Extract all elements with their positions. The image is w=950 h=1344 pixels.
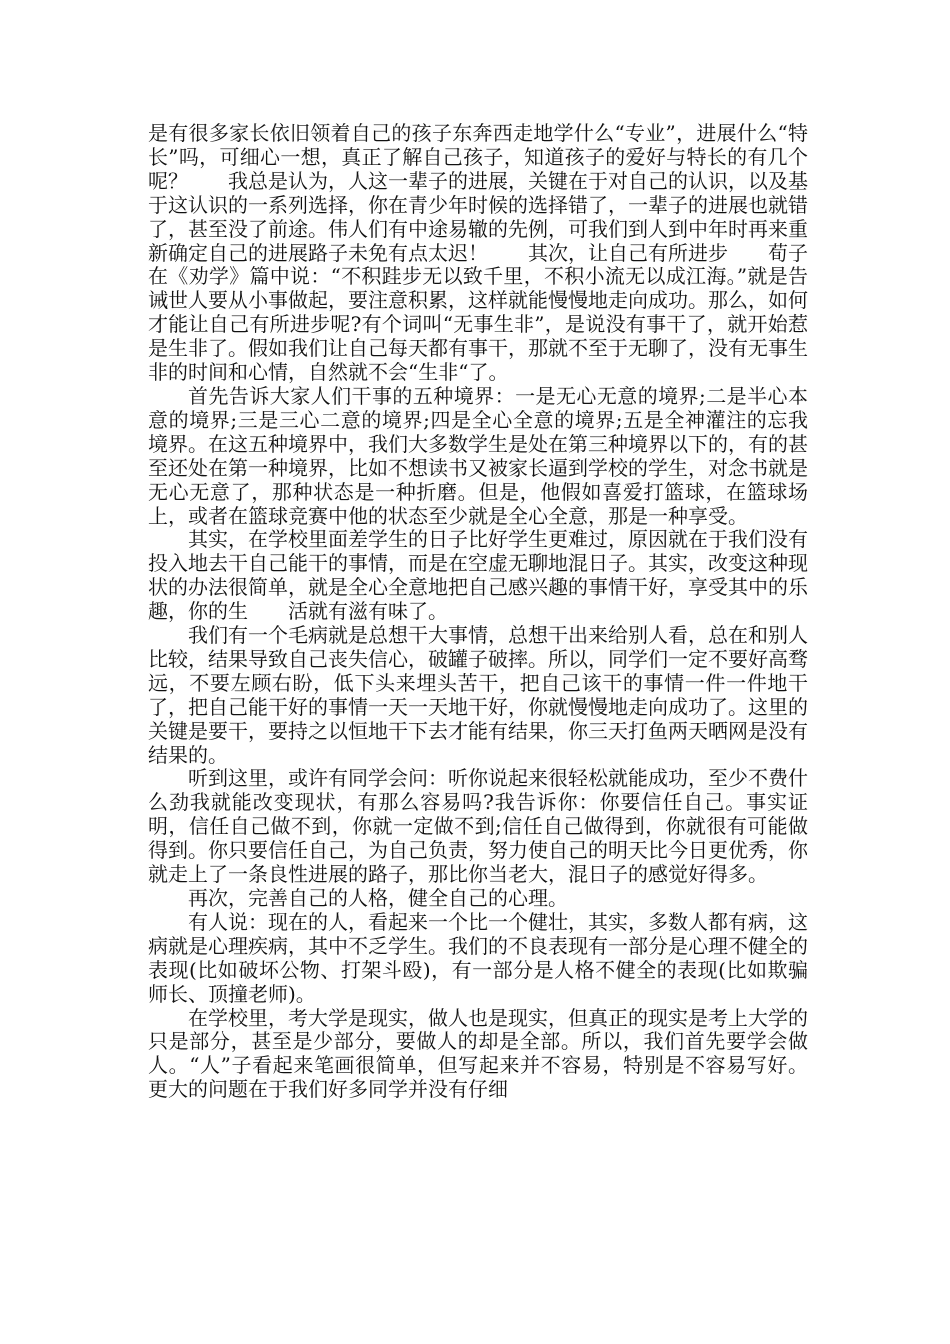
paragraph-2: 首先告诉大家人们干事的五种境界：一是无心无意的境界;二是半心本意的境界;三是三心二意的境界;四是全心全意的境界;五是全神灌注的忘我境界。在这五种境界中，我们大多数学生是处在第三种境界以下的，有的甚至还处在第一种境界，比如不想读书又被家长逼到学校的学生，对念书就是无心无意了，那种状态是一种折磨。但是，他假如喜爱打篮球，在篮球场上，或者在篮球竞赛中他的状态至少就是全心全意，那是一种享受。 xyxy=(148,383,808,528)
paragraph-1: 是有很多家长依旧领着自己的孩子东奔西走地学什么“专业”，进展什么“特长”吗，可细心一想，真正了解自己孩子，知道孩子的爱好与特长的有几个呢？ 我总是认为，人这一辈子的进展，关键在于对自己的认识，以及基于这认识的一系列选择，你在青少年时候的选择错了，一辈子的进展也就错了，甚至没了前途。伟人们有中途易辙的先例，可我们到人到中年时再来重新确定自己的进展路子未免有点太迟！ 其次，让自己有所进步 荀子在《劝学》篇中说：“不积跬步无以致千里，不积小流无以成江海。”就是告诫世人要从小事做起，要注意积累，这样就能慢慢地走向成功。那么，如何才能让自己有所进步呢?有个词叫“无事生非”，是说没有事干了，就开始惹是生非了。假如我们让自己每天都有事干，那就不至于无聊了，没有无事生非的时间和心情，自然就不会“生非“了。 xyxy=(148,121,808,385)
paragraph-5: 听到这里，或许有同学会问：听你说起来很轻松就能成功，至少不费什么劲我就能改变现状，有那么容易吗?我告诉你：你要信任自己。事实证明，信任自己做不到，你就一定做不到;信任自己做得到，你就很有可能做得到。你只要信任自己，为自己负责，努力使自己的明天比今日更优秀，你就走上了一条良性进展的路子，那比你当老大，混日子的感觉好得多。 xyxy=(148,766,808,887)
paragraph-6: 再次，完善自己的人格，健全自己的心理。 xyxy=(188,886,568,910)
paragraph-7: 有人说：现在的人，看起来一个比一个健壮，其实，多数人都有病，这病就是心理疾病，其中不乏学生。我们的不良表现有一部分是心理不健全的表现(比如破坏公物、打架斗殴)，有一部分是人格不健全的表现(比如欺骗师长、顶撞老师)。 xyxy=(148,909,808,1006)
paragraph-8: 在学校里，考大学是现实，做人也是现实，但真正的现实是考上大学的只是部分，甚至是少部分，要做人的却是全部。所以，我们首先要学会做人。“人”子看起来笔画很简单，但写起来并不容易，特别是不容易写好。更大的问题在于我们好多同学并没有仔细 xyxy=(148,1005,808,1102)
paragraph-3: 其实，在学校里面差学生的日子比好学生更难过，原因就在于我们没有投入地去干自己能干的事情，而是在空虚无聊地混日子。其实，改变这种现状的办法很简单，就是全心全意地把自己感兴趣的事情干好，享受其中的乐趣，你的生 活就有滋有味了。 xyxy=(148,527,808,624)
paragraph-4: 我们有一个毛病就是总想干大事情，总想干出来给别人看，总在和别人比较，结果导致自己丧失信心，破罐子破摔。所以，同学们一定不要好高骛远，不要左顾右盼，低下头来埋头苦干，把自己该干的事情一件一件地干了，把自己能干好的事情一天一天地干好，你就慢慢地走向成功了。这里的关键是要干，要持之以恒地干下去才能有结果，你三天打鱼两天晒网是没有结果的。 xyxy=(148,623,808,767)
document-page xyxy=(148,122,808,1102)
